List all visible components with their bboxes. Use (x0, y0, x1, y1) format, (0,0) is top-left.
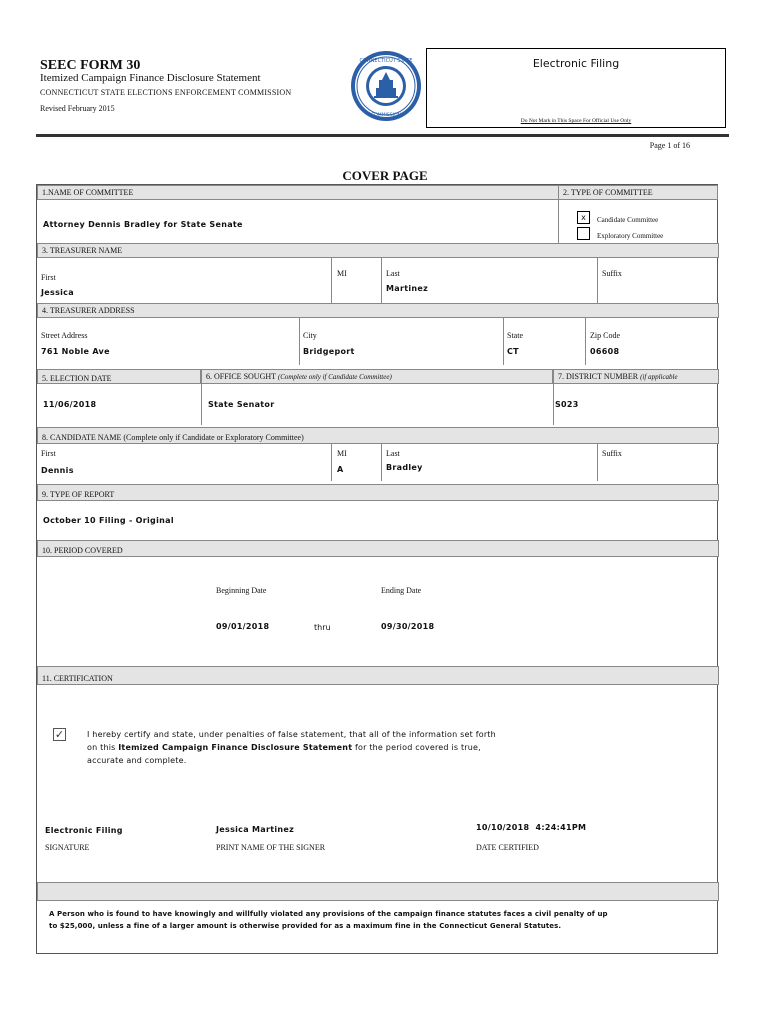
certification-text-line-1: I hereby certify and state, under penalties of false statement, that all of the information set forth (87, 730, 496, 739)
treasurer-first-name: Jessica (41, 288, 74, 297)
divider (503, 317, 504, 365)
city-label: City (303, 331, 317, 340)
candidate-last-label: Last (386, 449, 400, 458)
office-sought-header (201, 369, 553, 384)
report-type-header: 9. TYPE OF REPORT (37, 484, 719, 501)
page-title: COVER PAGE (342, 168, 428, 183)
candidate-committee-label: Candidate Committee (597, 216, 659, 224)
beginning-date-label: Beginning Date (216, 586, 267, 595)
district-number-note: (if applicable (640, 373, 678, 381)
candidate-suffix-label: Suffix (602, 449, 622, 458)
treasurer-name-header: 3. TREASURER NAME (37, 243, 719, 258)
treasurer-last-name: Martinez (386, 284, 429, 293)
signer-name: Jessica Martinez (216, 825, 295, 834)
divider (331, 443, 332, 481)
statement-name: Itemized Campaign Finance Disclosure Statement (118, 743, 353, 752)
committee-name: Attorney Dennis Bradley for State Senate (43, 220, 243, 229)
report-type: October 10 Filing - Original (43, 516, 174, 525)
certification-text-suffix: for the period covered is true, (352, 743, 481, 752)
svg-text:CONNECTICUT STATE: CONNECTICUT STATE (359, 58, 413, 64)
state: CT (507, 347, 519, 356)
candidate-name-header: 8. CANDIDATE NAME (Complete only if Candidate or Exploratory Committee) (37, 427, 719, 444)
candidate-mi-label: MI (337, 449, 347, 458)
penalty-warning-line-1: A Person who is found to have knowingly and willfully violated any provisions of the campaign finance statutes faces a civil penalty of up (49, 910, 608, 918)
candidate-committee-checkbox[interactable]: x (577, 211, 590, 224)
date-certified-label: DATE CERTIFIED (476, 843, 539, 852)
street-address-label: Street Address (41, 331, 88, 340)
city: Bridgeport (303, 347, 355, 356)
exploratory-committee-checkbox[interactable] (577, 227, 590, 240)
official-use-box (426, 48, 726, 128)
filing-method-title: Electronic Filing (532, 57, 620, 70)
divider (381, 257, 382, 303)
beginning-date: 09/01/2018 (216, 622, 270, 631)
divider (331, 257, 332, 303)
treasurer-first-label: First (41, 273, 56, 282)
exploratory-committee-label: Exploratory Committee (597, 232, 664, 240)
divider (381, 443, 382, 481)
ending-date: 09/30/2018 (381, 622, 435, 631)
district-number-label: 7. DISTRICT NUMBER (558, 372, 639, 381)
office-sought-label: 6. OFFICE SOUGHT (206, 372, 276, 381)
official-use-note: Do Not Mark in This Space For Official Use Only (520, 118, 632, 124)
signature-label: SIGNATURE (45, 843, 90, 852)
treasurer-address-header: 4. TREASURER ADDRESS (37, 303, 719, 318)
committee-name-header: 1.NAME OF COMMITTEE (37, 185, 559, 200)
revised-date: Revised February 2015 (40, 104, 115, 113)
blank-section-bar (37, 882, 719, 901)
signer-name-label: PRINT NAME OF THE SIGNER (216, 843, 326, 852)
ending-date-label: Ending Date (381, 586, 422, 595)
zip-code-label: Zip Code (590, 331, 620, 340)
signature-value: Electronic Filing (45, 826, 123, 835)
form-title: SEEC FORM 30 (40, 58, 141, 73)
certification-text-line-2 (87, 741, 481, 754)
candidate-middle-initial: A (337, 465, 344, 474)
divider (201, 383, 202, 425)
seal-icon (350, 50, 422, 122)
candidate-last-name: Bradley (386, 463, 423, 472)
certification-checkbox[interactable]: ✓ (54, 728, 65, 741)
svg-text:COMMISSION: COMMISSION (371, 113, 401, 118)
committee-type-header: 2. TYPE OF COMMITTEE (558, 185, 718, 200)
office-sought-note: (Complete only if Candidate Committee) (277, 373, 392, 381)
thru-label: thru (314, 623, 331, 632)
page-number: Page 1 of 16 (649, 141, 690, 150)
candidate-first-name: Dennis (41, 466, 74, 475)
state-label: State (507, 331, 523, 340)
election-date: 11/06/2018 (43, 400, 97, 409)
election-date-header: 5. ELECTION DATE (37, 369, 201, 384)
office-sought: State Senator (208, 400, 275, 409)
penalty-warning-line-2: to $25,000, unless a fine of a larger amount is otherwise provided for as a maximum fine in the Connecticut General Statutes. (49, 922, 562, 930)
street-address: 761 Noble Ave (41, 347, 110, 356)
district-number: S023 (555, 400, 579, 409)
treasurer-mi-label: MI (337, 269, 347, 278)
cover-page-form (36, 184, 718, 954)
divider (597, 443, 598, 481)
divider (553, 383, 554, 425)
zip-code: 06608 (590, 347, 620, 356)
divider (299, 317, 300, 365)
divider (558, 199, 559, 243)
period-covered-header: 10. PERIOD COVERED (37, 540, 719, 557)
divider (585, 317, 586, 365)
certification-text-line-3: accurate and complete. (87, 756, 187, 765)
form-subtitle: Itemized Campaign Finance Disclosure Statement (40, 72, 261, 84)
treasurer-suffix-label: Suffix (602, 269, 622, 278)
date-certified: 10/10/2018 4:24:41PM (476, 823, 587, 832)
treasurer-last-label: Last (386, 269, 400, 278)
header-divider (36, 134, 729, 137)
divider (597, 257, 598, 303)
certification-text-prefix: on this (87, 743, 119, 752)
candidate-first-label: First (41, 449, 56, 458)
agency-name: CONNECTICUT STATE ELECTIONS ENFORCEMENT COMMISSION (40, 88, 292, 97)
certification-header: 11. CERTIFICATION (37, 666, 719, 685)
district-number-header (553, 369, 719, 384)
